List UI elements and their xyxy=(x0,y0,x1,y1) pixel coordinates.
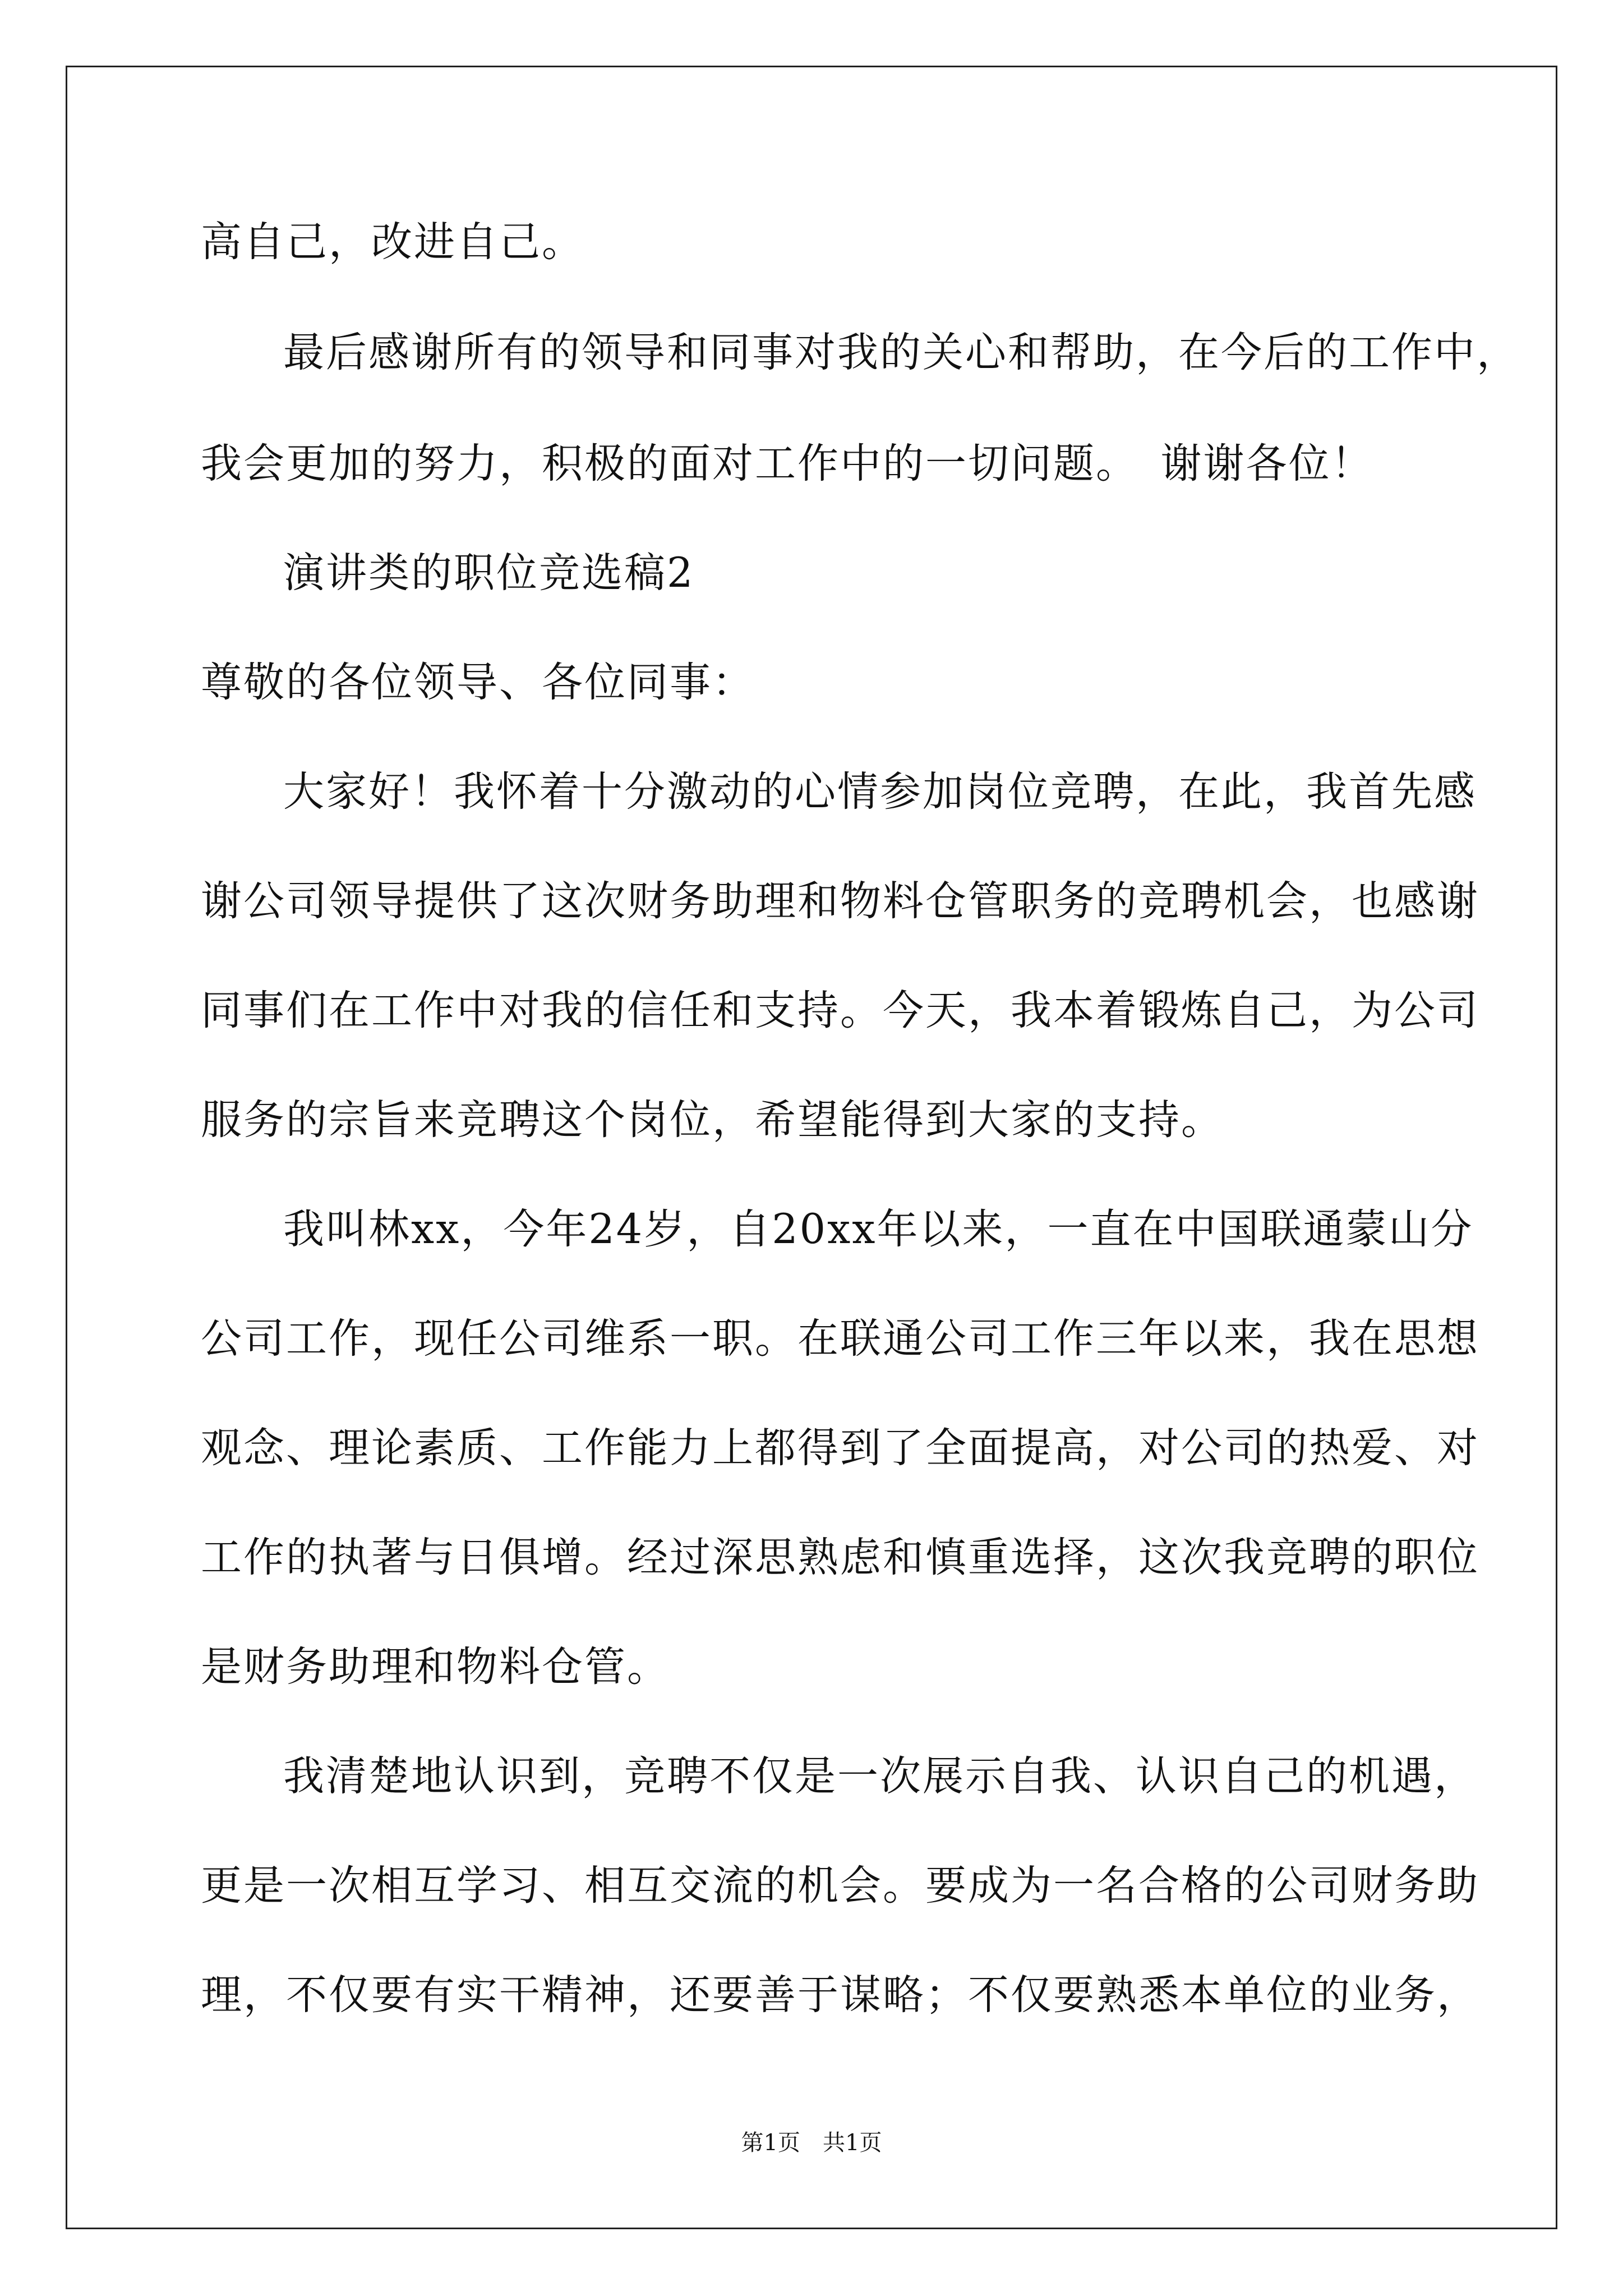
salutation: 尊敬的各位领导、各位同事： xyxy=(201,659,755,706)
text-line: 同事们在工作中对我的信任和支持。今天，我本着锻炼自己，为公司 xyxy=(201,987,1479,1034)
text-line: 更是一次相互学习、相互交流的机会。要成为一名合格的公司财务助 xyxy=(201,1862,1479,1910)
text-line: 最后感谢所有的领导和同事对我的关心和帮助，在今后的工作中， xyxy=(283,329,1519,376)
text-line: 大家好！我怀着十分激动的心情参加岗位竞聘，在此，我首先感 xyxy=(283,768,1477,816)
text-line: 我叫林xx，今年24岁，自20xx年以来，一直在中国联通蒙山分 xyxy=(283,1205,1474,1253)
section-title: 演讲类的职位竞选稿2 xyxy=(283,549,695,597)
text-line: 谢公司领导提供了这次财务助理和物料仓管职务的竞聘机会，也感谢 xyxy=(201,877,1479,925)
text-line: 高自己，改进自己。 xyxy=(201,218,584,266)
text-line: 我会更加的努力，积极的面对工作中的一切问题。 谢谢各位！ xyxy=(201,440,1374,487)
text-line: 是财务助理和物料仓管。 xyxy=(201,1643,670,1691)
text-line: 服务的宗旨来竞聘这个岗位，希望能得到大家的支持。 xyxy=(201,1096,1224,1144)
text-line: 公司工作，现任公司维系一职。在联通公司工作三年以来，我在思想 xyxy=(201,1315,1479,1363)
text-line: 我清楚地认识到，竞聘不仅是一次展示自我、认识自己的机遇， xyxy=(283,1752,1477,1800)
text-line: 观念、理论素质、工作能力上都得到了全面提高，对公司的热爱、对 xyxy=(201,1424,1479,1472)
page-footer: 第1页 共1页 xyxy=(741,2130,882,2156)
text-line: 工作的执著与日俱增。经过深思熟虑和慎重选择，这次我竞聘的职位 xyxy=(201,1534,1479,1581)
text-line: 理，不仅要有实干精神，还要善于谋略；不仅要熟悉本单位的业务， xyxy=(201,1971,1479,2019)
